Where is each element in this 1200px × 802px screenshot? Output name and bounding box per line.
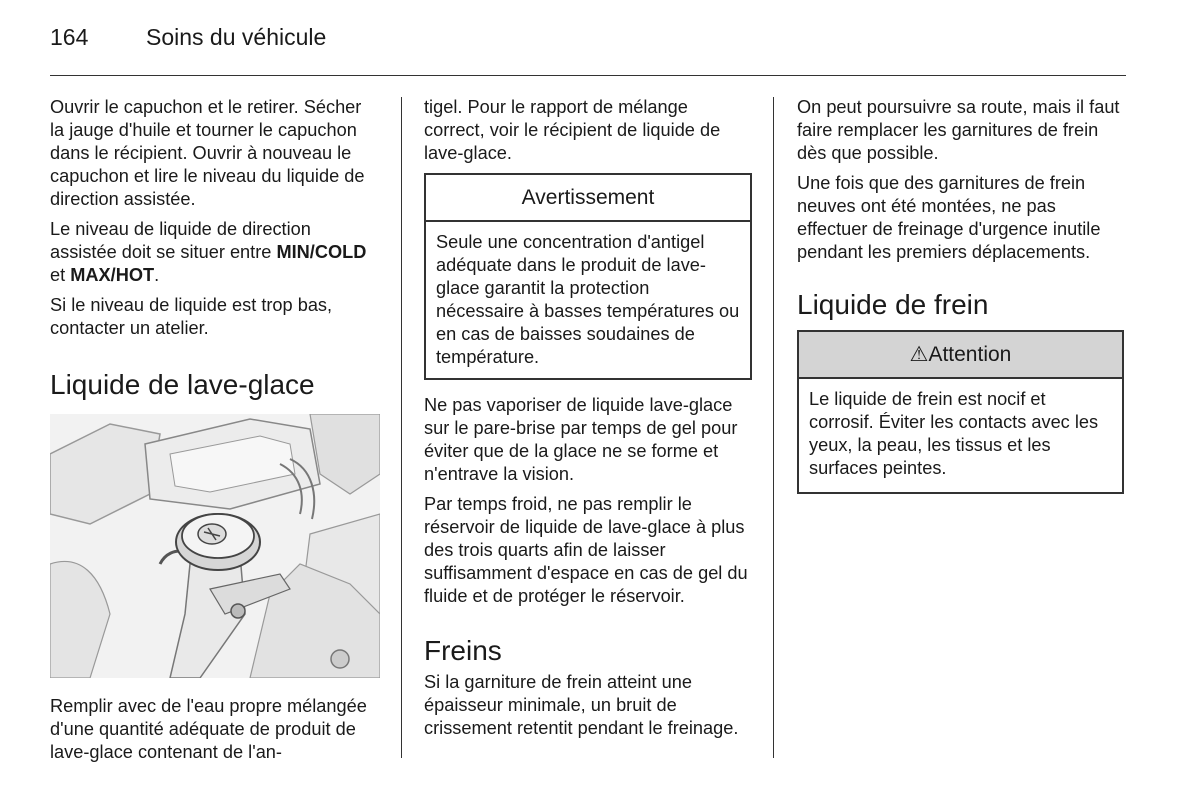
- warning-triangle-icon: ⚠: [909, 343, 929, 366]
- paragraph: [50, 218, 380, 287]
- section-title: Soins du véhicule: [146, 24, 327, 50]
- section-heading: Liquide de frein: [797, 289, 989, 320]
- paragraph: Ouvrir le capuchon et le retirer. Sécher la jauge d'huile et tourner le capuchon dans le récipient. Ouvrir à nouveau le capuchon et lire le niveau du liquide de direction assistée.: [50, 97, 365, 209]
- paragraph: On peut poursuivre sa route, mais il faut faire remplacer les garnitures de frein dès que possible.: [797, 97, 1120, 163]
- warning-box: [424, 173, 752, 380]
- column-1: [50, 96, 380, 771]
- attention-text: Le liquide de frein est nocif et corrosif. Éviter les contacts avec les yeux, la peau, les tissus et les surfaces peintes.: [809, 389, 1099, 478]
- attention-box: [797, 330, 1124, 494]
- max-hot-label: MAX/HOT: [70, 265, 155, 285]
- paragraph: Ne pas vaporiser de liquide lave-glace sur le pare-brise par temps de gel pour éviter que de la glace ne se forme et n'entrave la vision.: [424, 395, 738, 484]
- text: .: [154, 265, 160, 285]
- text: Le niveau de liquide de direction assistée doit se situer entre: [50, 219, 311, 262]
- attention-header: [799, 332, 1122, 379]
- washer-fluid-cap-icon: [50, 414, 380, 678]
- paragraph: Par temps froid, ne pas remplir le réservoir de liquide de lave-glace à plus des trois quarts afin de laisser suffisamment d'espace en cas de gel du fluide et de protéger le réservoir.: [424, 494, 748, 606]
- washer-reservoir-illustration: [50, 414, 380, 678]
- section-heading: Liquide de lave-glace: [50, 369, 315, 400]
- paragraph: Si la garniture de frein atteint une épaisseur minimale, un bruit de crissement retentit pendant le freinage.: [424, 672, 739, 738]
- attention-title: Attention: [928, 343, 1012, 366]
- page-number: 164: [50, 24, 89, 50]
- text: et: [50, 265, 71, 285]
- warning-text: Seule une concentration d'antigel adéquate dans le produit de lave-glace garantit la protection nécessaire à basses températures ou en cas de baisses soudaines de température.: [436, 232, 740, 367]
- header-rule: [50, 75, 1126, 76]
- column-divider: [401, 97, 402, 758]
- paragraph: tigel. Pour le rapport de mélange correct, voir le récipient de liquide de lave-glace.: [424, 97, 721, 163]
- page-header: [50, 24, 326, 51]
- section-heading: Freins: [424, 635, 502, 666]
- column-3: [797, 96, 1124, 494]
- paragraph: Une fois que des garnitures de frein neuves ont été montées, ne pas effectuer de freinage d'urgence inutile pendant les premiers déplacements.: [797, 173, 1101, 262]
- min-cold-label: MIN/COLD: [276, 242, 367, 262]
- paragraph: Remplir avec de l'eau propre mélangée d'une quantité adéquate de produit de lave-glace contenant de l'an-: [50, 696, 367, 762]
- warning-title: Avertissement: [426, 175, 750, 222]
- column-divider: [773, 97, 774, 758]
- column-2: [424, 96, 752, 747]
- paragraph: Si le niveau de liquide est trop bas, contacter un atelier.: [50, 295, 333, 338]
